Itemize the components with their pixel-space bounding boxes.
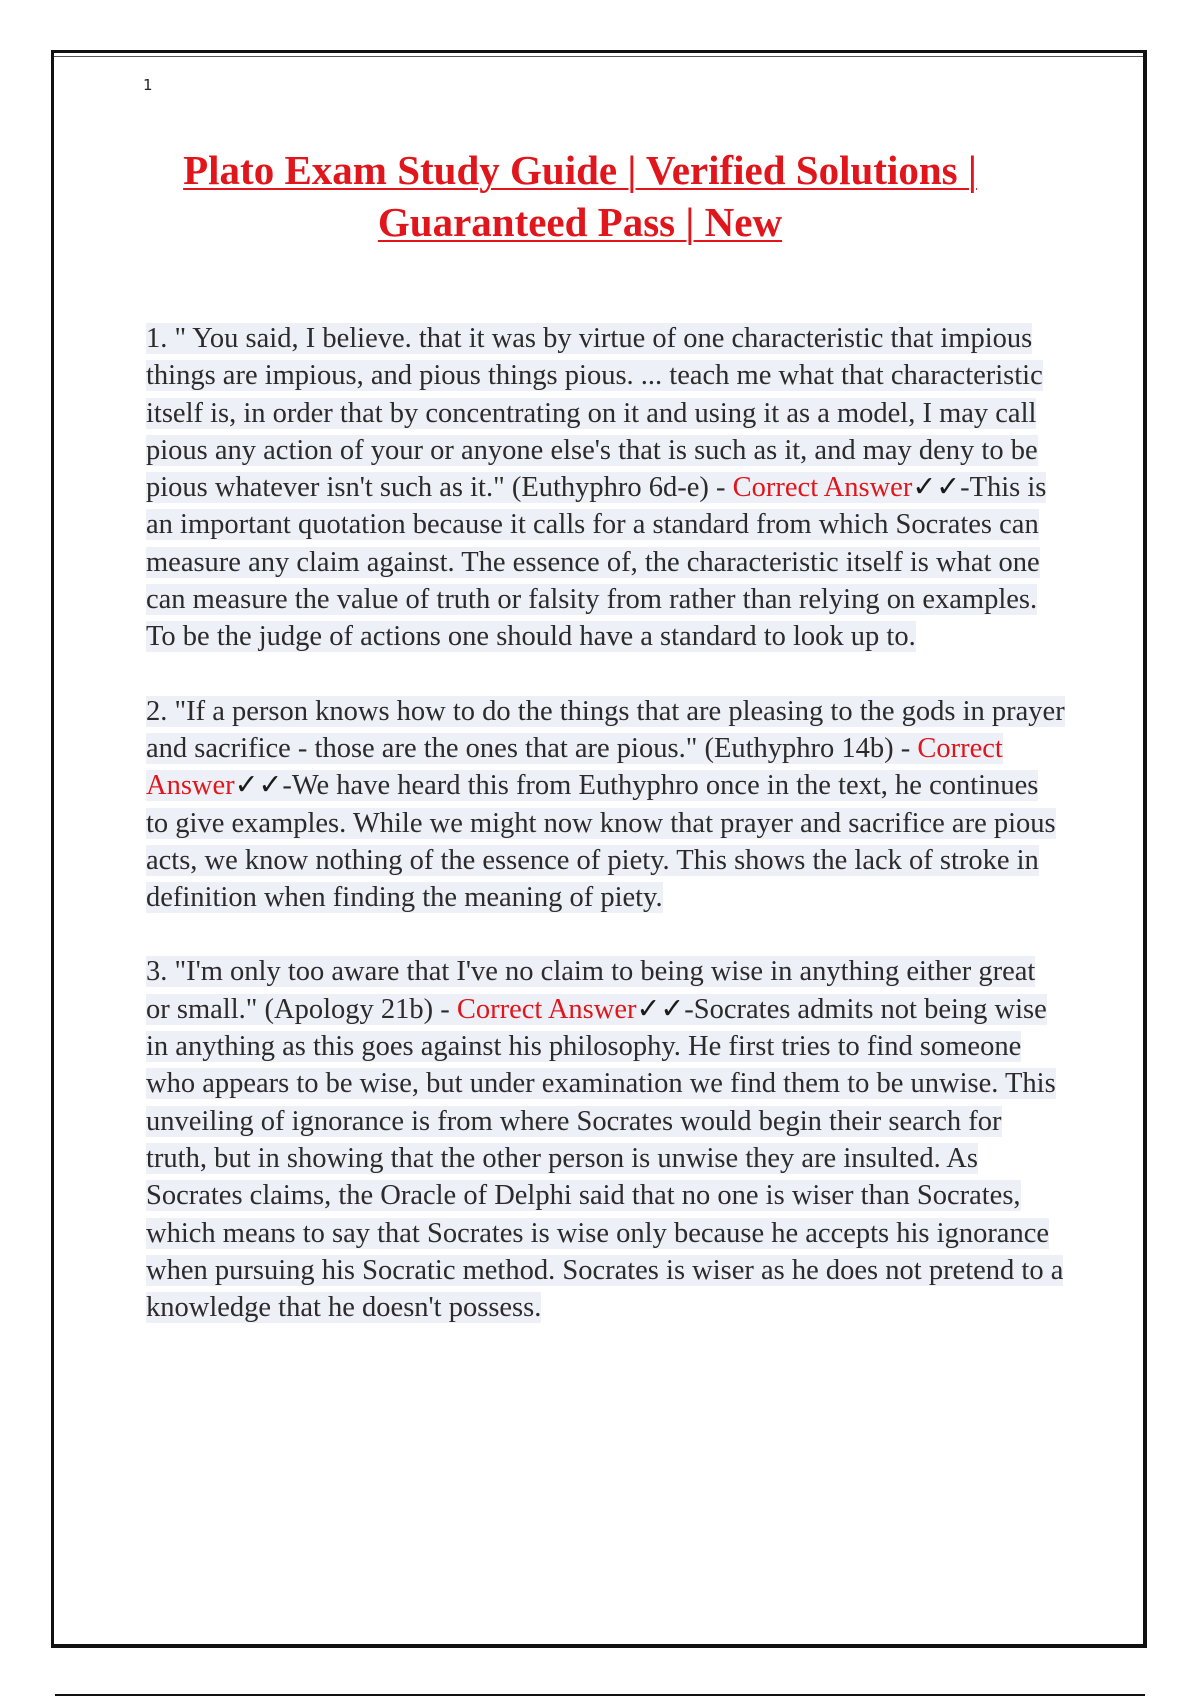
double-check-icon: ✓✓: [912, 472, 961, 504]
qa-item: [146, 693, 1066, 917]
qa-item: [146, 320, 1066, 656]
qa-question: " You said, I believe. that it was by virtue of one characteristic that impious things are impious, and pious things pious. ... teach me what that characteristic itself is, in order that by concentrating on it and using it as a model, I may call pious any action of your or anyone else's that is such as it, and may deny to be pious whatever isn't such as it." (Euthyphro 6d-e) -: [146, 323, 1043, 504]
qa-number: 1.: [146, 323, 168, 354]
qa-list: [146, 320, 1066, 1363]
qa-question: "I'm only too aware that I've no claim to being wise in anything either great or small." (Apology 21b) -: [146, 956, 1036, 1025]
qa-item: [146, 953, 1066, 1326]
correct-answer-label: Correct Answer: [456, 993, 637, 1025]
qa-answer: -Socrates admits not being wise in anything as this goes against his philosophy. He first tries to find someone who appears to be wise, but under examination we find them to be unwise. This unveiling of ignorance is from where Socrates would begin their search for truth, but in showing that the other person is unwise they are insulted. As Socrates claims, the Oracle of Delphi said that no one is wiser than Socrates, which means to say that Socrates is wise only because he accepts his ignorance when pursuing his Socratic method. Socrates is wiser as he does not pretend to a knowledge that he doesn't possess.: [146, 993, 1064, 1324]
qa-number: 3.: [146, 956, 168, 988]
correct-answer-label: Correct Answer: [732, 472, 913, 504]
next-page-edge: [55, 1694, 1145, 1696]
document-title: [120, 144, 1040, 248]
qa-answer: -We have heard this from Euthyphro once in the text, he continues to give examples. While we might now know that prayer and sacrifice are pious acts, we know nothing of the essence of piety. This shows the lack of stroke in definition when finding the meaning of piety.: [146, 770, 1056, 914]
qa-number: 2.: [146, 695, 168, 727]
qa-question: "If a person knows how to do the things that are pleasing to the gods in prayer and sacrifice - those are the ones that are pious." (Euthyphro 14b) -: [146, 695, 1065, 764]
qa-answer: -This is an important quotation because it calls for a standard from which Socrates can measure any claim against. The essence of, the characteristic itself is what one can measure the value of truth or falsity from rather than relying on examples. To be the judge of actions one should have a standard to look up to.: [146, 472, 1047, 653]
title-line-1: Plato Exam Study Guide | Verified Solutions |: [183, 147, 977, 193]
page-number: 1: [143, 76, 153, 94]
double-check-icon: ✓✓: [234, 770, 283, 802]
title-line-2: Guaranteed Pass | New: [377, 199, 783, 245]
double-check-icon: ✓✓: [636, 993, 685, 1025]
correct-answer-label: Correct Answer: [146, 732, 1003, 802]
